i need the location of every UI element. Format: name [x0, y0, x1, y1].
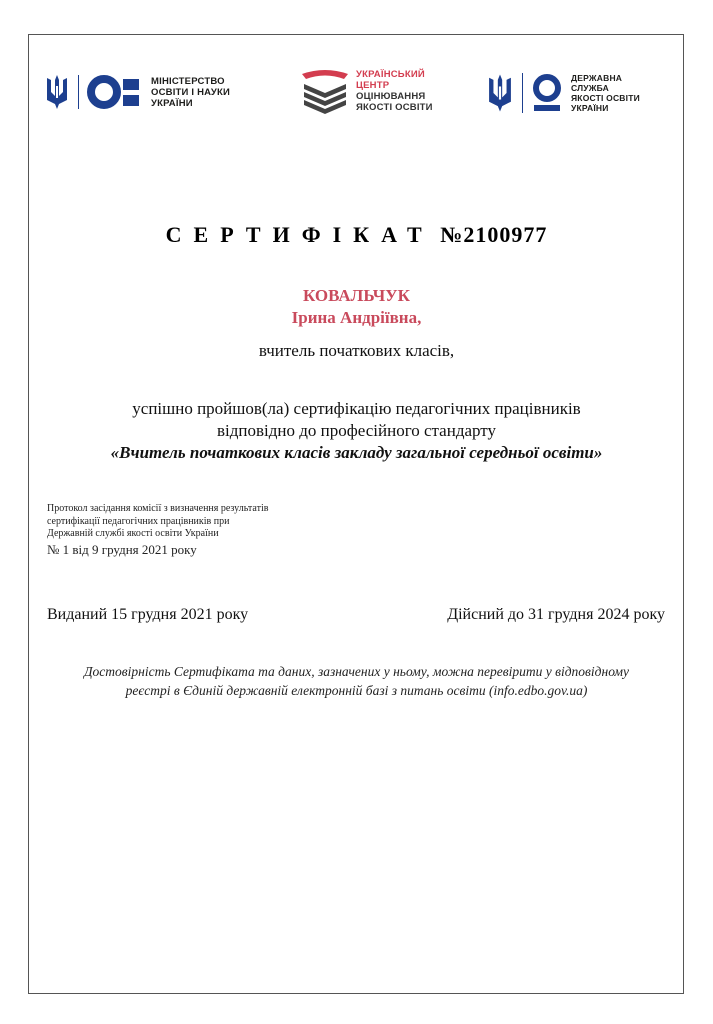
logo-divider: [78, 75, 79, 109]
professional-standard: «Вчитель початкових класів закладу загальної середньої освіти»: [110, 443, 603, 462]
protocol-number: № 1 від 9 грудня 2021 року: [47, 541, 197, 557]
service-emblem-icon: [531, 72, 563, 114]
certificate-title: [0, 222, 713, 248]
service-line: СЛУЖБА: [571, 83, 609, 93]
ministry-line: ОСВІТИ І НАУКИ: [151, 86, 230, 98]
protocol-line: сертифікації педагогічних працівників при: [47, 515, 230, 527]
ucoz-line: ЯКОСТІ ОСВІТИ: [356, 102, 433, 113]
holder-position: вчитель початкових класів,: [258, 341, 455, 360]
service-line: ДЕРЖАВНА: [571, 73, 623, 83]
ucoz-name: [356, 69, 433, 113]
logo-divider: [522, 73, 523, 113]
state-service-name: [571, 73, 640, 113]
note-line: Достовірність Сертифіката та даних, зазначених у ньому, можна перевірити у відповідному: [83, 664, 630, 679]
title-word: СЕРТИФІКАТ: [165, 222, 434, 247]
ministry-line: МІНІСТЕРСТВО: [151, 75, 225, 87]
holder-given-name: Ірина Андріївна,: [291, 308, 422, 327]
note-line: реєстрі в Єдиній державній електронній базі з питань освіти (info.edbo.gov.ua): [125, 683, 588, 698]
certificate-number: №2100977: [440, 222, 548, 247]
issue-date: Виданий 15 грудня 2021 року: [47, 606, 249, 623]
protocol-line: Протокол засідання комісії з визначення результатів: [47, 503, 269, 514]
ucoz-line: ОЦІНЮВАННЯ: [356, 91, 426, 102]
valid-until-date: Дійсний до 31 грудня 2024 року: [447, 606, 665, 623]
ministry-logo: [46, 74, 230, 110]
verification-note: [40, 662, 673, 700]
open-book-icon: [300, 68, 350, 114]
ucoz-logo: [300, 68, 433, 114]
tryzub-icon: [46, 74, 68, 110]
protocol-line: Державній службі якості освіти України: [47, 528, 219, 539]
service-line: УКРАЇНИ: [571, 103, 609, 113]
ministry-emblem-icon: [87, 74, 145, 110]
standard-intro: відповідно до професійного стандарту: [217, 421, 496, 440]
service-line: ЯКОСТІ ОСВІТИ: [571, 93, 640, 103]
ministry-name: [151, 76, 230, 109]
header-logos: [0, 0, 713, 130]
protocol-reference: [47, 503, 268, 558]
tryzub-icon: [488, 73, 512, 113]
certification-statement: успішно пройшов(ла) сертифікацію педагогічних працівників: [132, 399, 581, 418]
ucoz-line: УКРАЇНСЬКИЙ: [356, 69, 425, 80]
ministry-line: УКРАЇНИ: [151, 97, 193, 109]
ucoz-line: ЦЕНТР: [356, 80, 390, 91]
state-service-logo: [488, 72, 640, 114]
holder-surname: КОВАЛЬЧУК: [303, 286, 410, 305]
